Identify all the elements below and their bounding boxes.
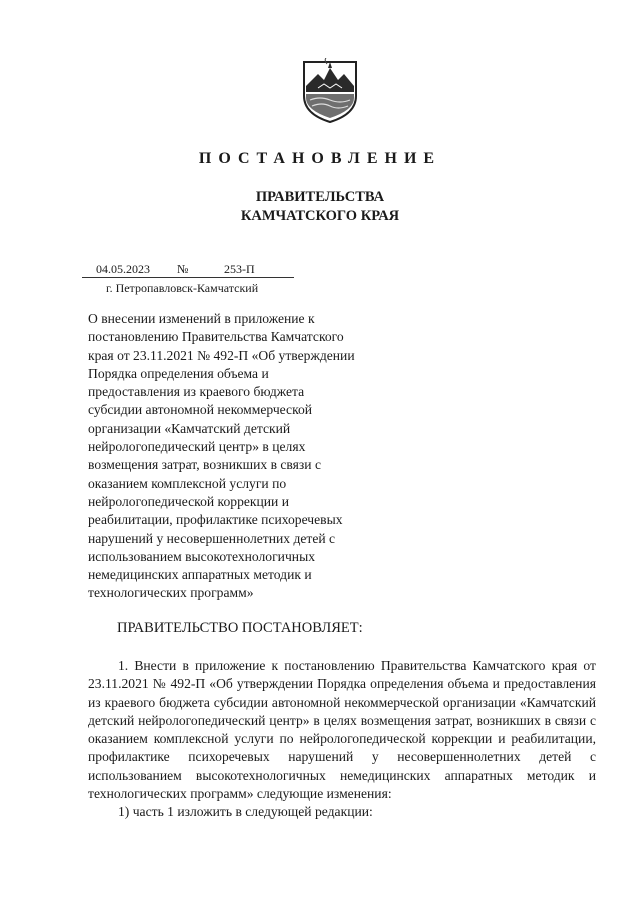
subject-line: нарушений у несовершеннолетних детей с [88, 530, 336, 546]
issuer-block [0, 188, 640, 226]
body-paragraph-1: 1. Внести в приложение к постановлению Правительства Камчатского края от 23.11.2021 № 492-П «Об утверждении Порядка определения объема и предоставления из краевого бюджета субсидии автономной некоммерческой организации «Камчатский детский нейрологопедический центр» в целях возмещения затрат, возникших в связи с оказанием комплексной услуги по нейрологопедической коррекции и реабилитации, профилактике психоречевых нарушений у несовершеннолетних детей с использованием высокотехнологичных немедицинских аппаратных методик и технологических программ» следующие изменения: [88, 658, 596, 802]
subject-line: немедицинских аппаратных методик и [88, 567, 312, 583]
subject-line: субсидии автономной некоммерческой [88, 402, 313, 418]
subject-line: нейрологопедической коррекции и [88, 493, 289, 509]
subject-line: технологических программ» [88, 585, 254, 601]
document-date: 04.05.2023 [96, 262, 150, 276]
subject-line: Порядка определения объема и [88, 365, 269, 381]
document-type-title: ПОСТАНОВЛЕНИЕ [198, 150, 442, 167]
subject-heading [88, 310, 368, 603]
subject-line: О внесении изменений в приложение к [88, 311, 315, 326]
document-body [88, 657, 596, 822]
number-sign: № [177, 262, 189, 276]
coat-of-arms-icon [300, 58, 360, 124]
resolves-heading: ПРАВИТЕЛЬСТВО ПОСТАНОВЛЯЕТ: [117, 620, 363, 636]
subject-line: постановлению Правительства Камчатского [88, 329, 344, 345]
subject-line: края от 23.11.2021 № 492-П «Об утверждении [88, 347, 355, 363]
body-paragraph-2: 1) часть 1 изложить в следующей редакции: [118, 804, 373, 820]
subject-line: использованием высокотехнологичных [88, 548, 315, 564]
issuer-line-2: КАМЧАТСКОГО КРАЯ [240, 208, 400, 224]
subject-line: организации «Камчатский детский [88, 420, 291, 436]
subject-line: возмещения затрат, возникших в связи с [88, 457, 321, 473]
issuer-line-1: ПРАВИТЕЛЬСТВА [255, 189, 385, 205]
issuance-city: г. Петропавловск-Камчатский [106, 281, 259, 295]
subject-line: нейрологопедический центр» в целях [88, 439, 306, 455]
subject-line: оказанием комплексной услуги по [88, 475, 287, 491]
subject-line: реабилитации, профилактике психоречевых [88, 512, 343, 528]
document-number: 253-П [224, 262, 255, 276]
subject-line: предоставления из краевого бюджета [88, 384, 305, 400]
date-number-line [82, 261, 294, 278]
